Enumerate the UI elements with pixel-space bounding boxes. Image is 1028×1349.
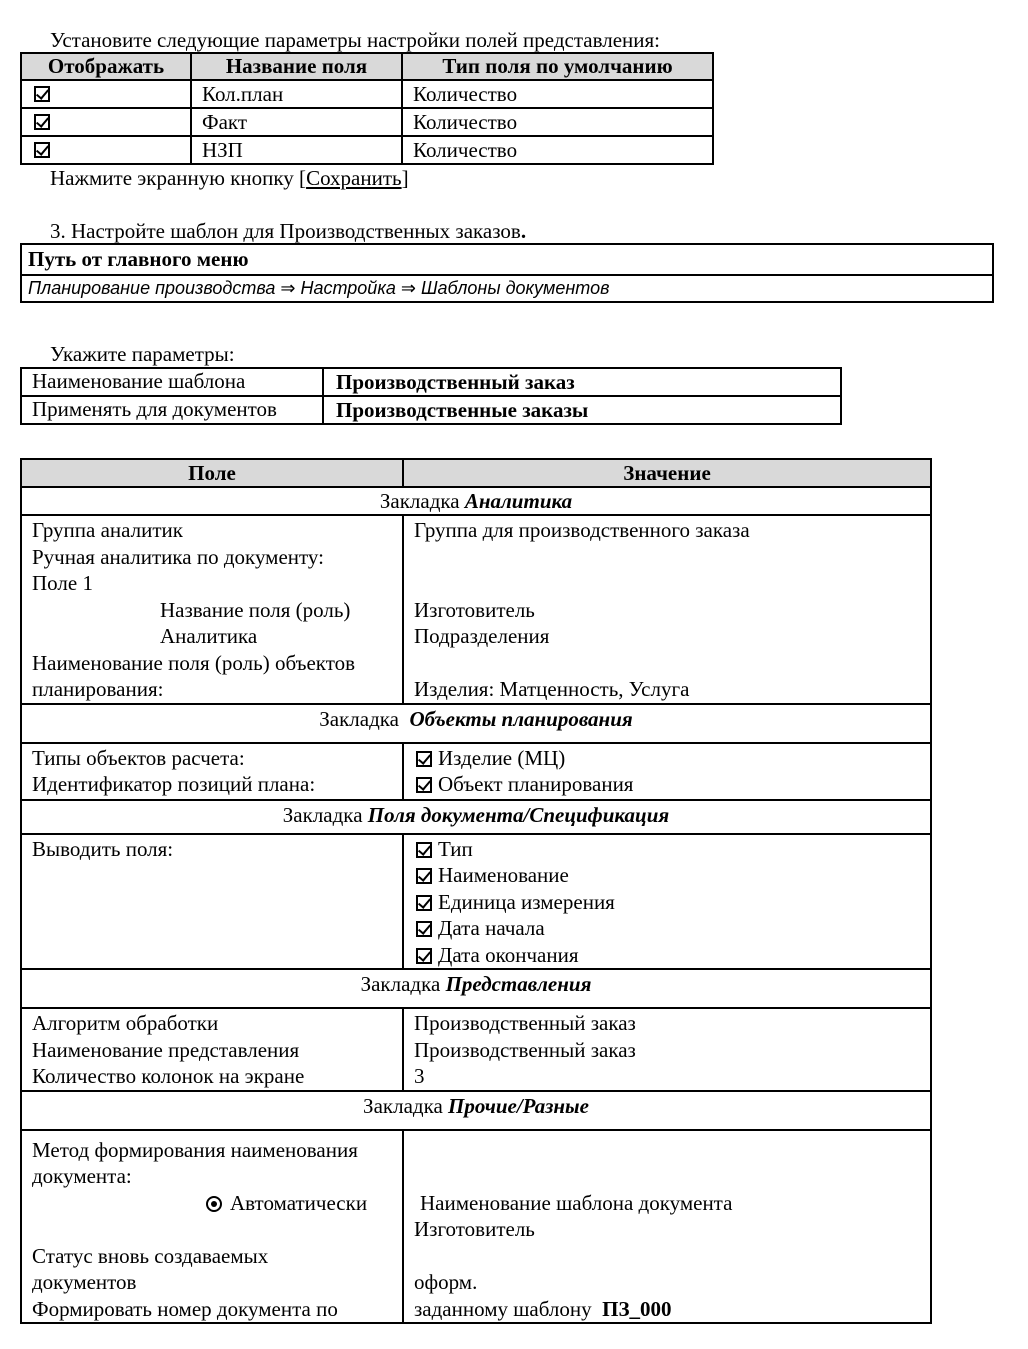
header-field-name: Название поля xyxy=(191,53,402,80)
naming-role-value: Изготовитель xyxy=(414,1217,535,1241)
checkbox-checked-icon[interactable] xyxy=(34,114,50,130)
field-type: Количество xyxy=(402,136,713,164)
checkbox-checked-icon[interactable] xyxy=(416,751,432,767)
save-button[interactable]: Сохранить xyxy=(306,166,402,190)
apply-for-label: Применять для документов xyxy=(21,396,323,424)
automatic-option-label: Автоматически xyxy=(230,1190,368,1215)
checkbox-checked-icon[interactable] xyxy=(34,86,50,102)
template-number-prefix: заданному шаблону xyxy=(414,1296,592,1321)
checkbox-checked-icon[interactable] xyxy=(416,868,432,884)
columns-count-value: 3 xyxy=(414,1064,425,1088)
template-name-label: Наименование шаблона xyxy=(21,368,323,396)
intro-text: Установите следующие параметры настройки полей представления: xyxy=(50,28,660,52)
path-link-settings[interactable]: Настройка xyxy=(300,278,396,298)
field-name: НЗП xyxy=(191,136,402,164)
header-value: Значение xyxy=(403,459,931,487)
documents-label: документов xyxy=(32,1270,137,1294)
params-table xyxy=(20,367,842,425)
field-role-label: Название поля (роль) xyxy=(160,597,351,622)
output-field-name: Наименование xyxy=(438,863,569,887)
calc-object-type-value: Изделие (МЦ) xyxy=(438,745,566,770)
manual-analytics-label: Ручная аналитика по документу: xyxy=(32,544,324,569)
view-name-label: Наименование представления xyxy=(32,1037,300,1062)
plan-position-id-label: Идентификатор позиций плана: xyxy=(32,772,316,796)
output-field-end-date: Дата окончания xyxy=(438,942,579,967)
field1-label: Поле 1 xyxy=(32,571,93,595)
view-name-value: Производственный заказ xyxy=(414,1037,636,1062)
menu-path-box xyxy=(20,243,994,303)
output-field-unit: Единица измерения xyxy=(438,889,615,914)
section-planning-objects: Закладка Объекты планирования xyxy=(21,704,931,743)
fields-table xyxy=(20,52,714,165)
arrow-right-icon: ⇒ xyxy=(400,278,416,298)
header-display: Отображать xyxy=(21,53,191,80)
document-label: документа: xyxy=(32,1164,132,1188)
checkbox-checked-icon[interactable] xyxy=(416,895,432,911)
output-fields-label: Выводить поля: xyxy=(32,836,174,861)
checkbox-checked-icon[interactable] xyxy=(416,842,432,858)
checkbox-checked-icon[interactable] xyxy=(416,948,432,964)
template-name-value: Производственный заказ xyxy=(323,368,841,396)
planning-objects-role-label: Наименование поля (роль) объектов xyxy=(32,650,356,675)
field-type: Количество xyxy=(402,80,713,108)
planning-objects-value: Изделия: Матценность, Услуга xyxy=(414,677,690,701)
field-role-value: Изготовитель xyxy=(414,597,535,622)
table-row xyxy=(21,136,713,164)
doc-number-label: Формировать номер документа по xyxy=(32,1296,338,1321)
analytics-group-label: Группа аналитик xyxy=(32,518,183,542)
path-link-planning[interactable]: Планирование производства xyxy=(28,278,276,298)
table-row xyxy=(21,80,713,108)
menu-path xyxy=(28,277,610,299)
field-name: Факт xyxy=(191,108,402,136)
naming-value: Наименование шаблона документа xyxy=(420,1190,733,1215)
algorithm-value: Производственный заказ xyxy=(414,1011,636,1035)
template-number-value: ПЗ_000 xyxy=(602,1296,672,1321)
save-instruction: Нажмите экранную кнопку [Сохранить] xyxy=(50,166,409,190)
section-analytics: Закладка Аналитика xyxy=(21,487,931,515)
path-link-templates[interactable]: Шаблоны документов xyxy=(420,278,610,298)
new-docs-status-label: Статус вновь создаваемых xyxy=(32,1243,269,1268)
header-field: Поле xyxy=(21,459,403,487)
checkbox-checked-icon[interactable] xyxy=(34,142,50,158)
step3-heading: 3. Настройте шаблон для Производственных заказов. xyxy=(50,219,527,243)
section-views: Закладка Представления xyxy=(21,969,931,1008)
section-document-fields: Закладка Поля документа/Спецификация xyxy=(21,800,931,834)
analytics-label: Аналитика xyxy=(160,624,258,648)
status-value: оформ. xyxy=(414,1270,478,1294)
algorithm-label: Алгоритм обработки xyxy=(32,1011,219,1035)
apply-for-value: Производственные заказы xyxy=(323,396,841,424)
analytics-group-value: Группа для производственного заказа xyxy=(414,518,750,542)
header-field-type: Тип поля по умолчанию xyxy=(402,53,713,80)
output-field-type: Тип xyxy=(438,836,473,861)
calc-object-types-label: Типы объектов расчета: xyxy=(32,745,245,770)
field-type: Количество xyxy=(402,108,713,136)
planning-label: планирования: xyxy=(32,677,164,701)
output-field-start-date: Дата начала xyxy=(438,916,545,940)
checkbox-checked-icon[interactable] xyxy=(416,777,432,793)
radio-selected-icon[interactable] xyxy=(206,1196,222,1212)
field-name: Кол.план xyxy=(191,80,402,108)
params-intro: Укажите параметры: xyxy=(50,342,235,366)
path-title: Путь от главного меню xyxy=(28,247,249,271)
analytics-value: Подразделения xyxy=(414,624,550,648)
settings-table xyxy=(20,458,932,1324)
table-row xyxy=(21,108,713,136)
section-misc: Закладка Прочие/Разные xyxy=(21,1091,931,1130)
columns-count-label: Количество колонок на экране xyxy=(32,1064,305,1088)
plan-position-id-value: Объект планирования xyxy=(438,772,634,796)
arrow-right-icon: ⇒ xyxy=(280,278,296,298)
checkbox-checked-icon[interactable] xyxy=(416,921,432,937)
naming-method-label: Метод формирования наименования xyxy=(32,1137,358,1162)
